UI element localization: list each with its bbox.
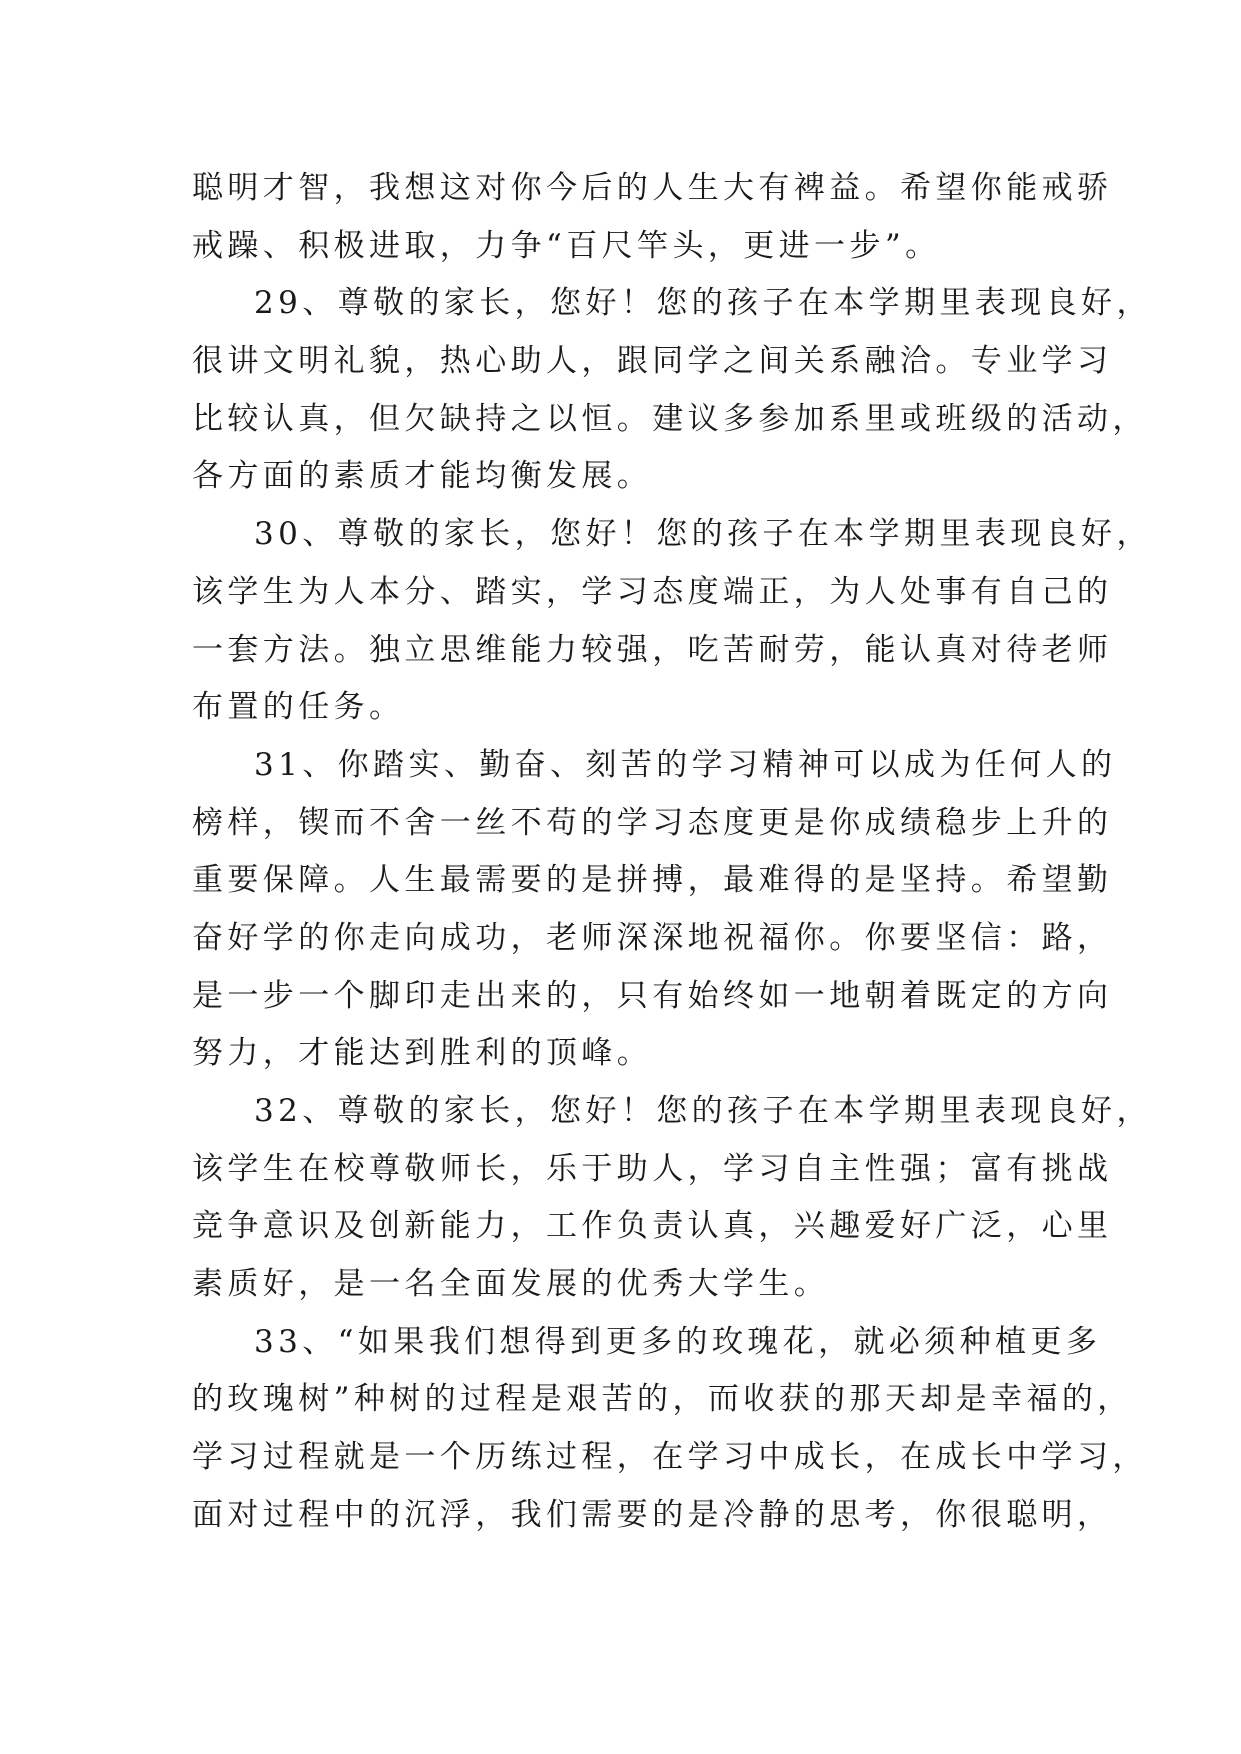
text-line: 是一步一个脚印走出来的，只有始终如一地朝着既定的方向	[192, 977, 1113, 1014]
text-line: 竞争意识及创新能力，工作负责认真，兴趣爱好广泛，心里	[192, 1208, 1113, 1245]
paragraph-start-29: 29、尊敬的家长，您好！您的孩子在本学期里表现良好，	[254, 285, 1152, 322]
text-line: 素质好，是一名全面发展的优秀大学生。	[192, 1266, 830, 1303]
paragraph-start-31: 31、你踏实、勤奋、刻苦的学习精神可以成为任何人的	[254, 746, 1117, 783]
text-line: 一套方法。独立思维能力较强，吃苦耐劳，能认真对待老师	[192, 631, 1113, 668]
text-line: 奋好学的你走向成功，老师深深地祝福你。你要坚信：路，	[192, 919, 1113, 956]
text-line: 面对过程中的沉浮，我们需要的是冷静的思考，你很聪明，	[192, 1496, 1113, 1533]
text-line: 布置的任务。	[192, 689, 405, 726]
paragraph-start-33: 33、“如果我们想得到更多的玫瑰花，就必须种植更多	[254, 1323, 1102, 1360]
document-body	[192, 160, 1152, 1545]
text-line: 榜样，锲而不舍一丝不苟的学习态度更是你成绩稳步上升的	[192, 804, 1113, 841]
text-line: 各方面的素质才能均衡发展。	[192, 458, 653, 495]
text-line: 很讲文明礼貌，热心助人，跟同学之间关系融洽。专业学习	[192, 343, 1113, 380]
text-line: 学习过程就是一个历练过程，在学习中成长，在成长中学习，	[192, 1439, 1148, 1476]
text-line: 该学生为人本分、踏实，学习态度端正，为人处事有自己的	[192, 573, 1113, 610]
text-line: 比较认真，但欠缺持之以恒。建议多参加系里或班级的活动，	[192, 400, 1148, 437]
text-line: 的玫瑰树”种树的过程是艰苦的，而收获的那天却是幸福的，	[192, 1381, 1133, 1418]
text-line: 努力，才能达到胜利的顶峰。	[192, 1035, 653, 1072]
paragraph-start-32: 32、尊敬的家长，您好！您的孩子在本学期里表现良好，	[254, 1093, 1152, 1129]
text-line: 戒躁、积极进取，力争“百尺竿头，更进一步”。	[192, 227, 941, 264]
paragraph-start-30: 30、尊敬的家长，您好！您的孩子在本学期里表现良好，	[254, 516, 1152, 553]
text-line: 聪明才智，我想这对你今后的人生大有裨益。希望你能戒骄	[192, 170, 1113, 206]
text-line: 该学生在校尊敬师长，乐于助人，学习自主性强；富有挑战	[192, 1150, 1113, 1187]
text-line: 重要保障。人生最需要的是拼搏，最难得的是坚持。希望勤	[192, 862, 1113, 899]
